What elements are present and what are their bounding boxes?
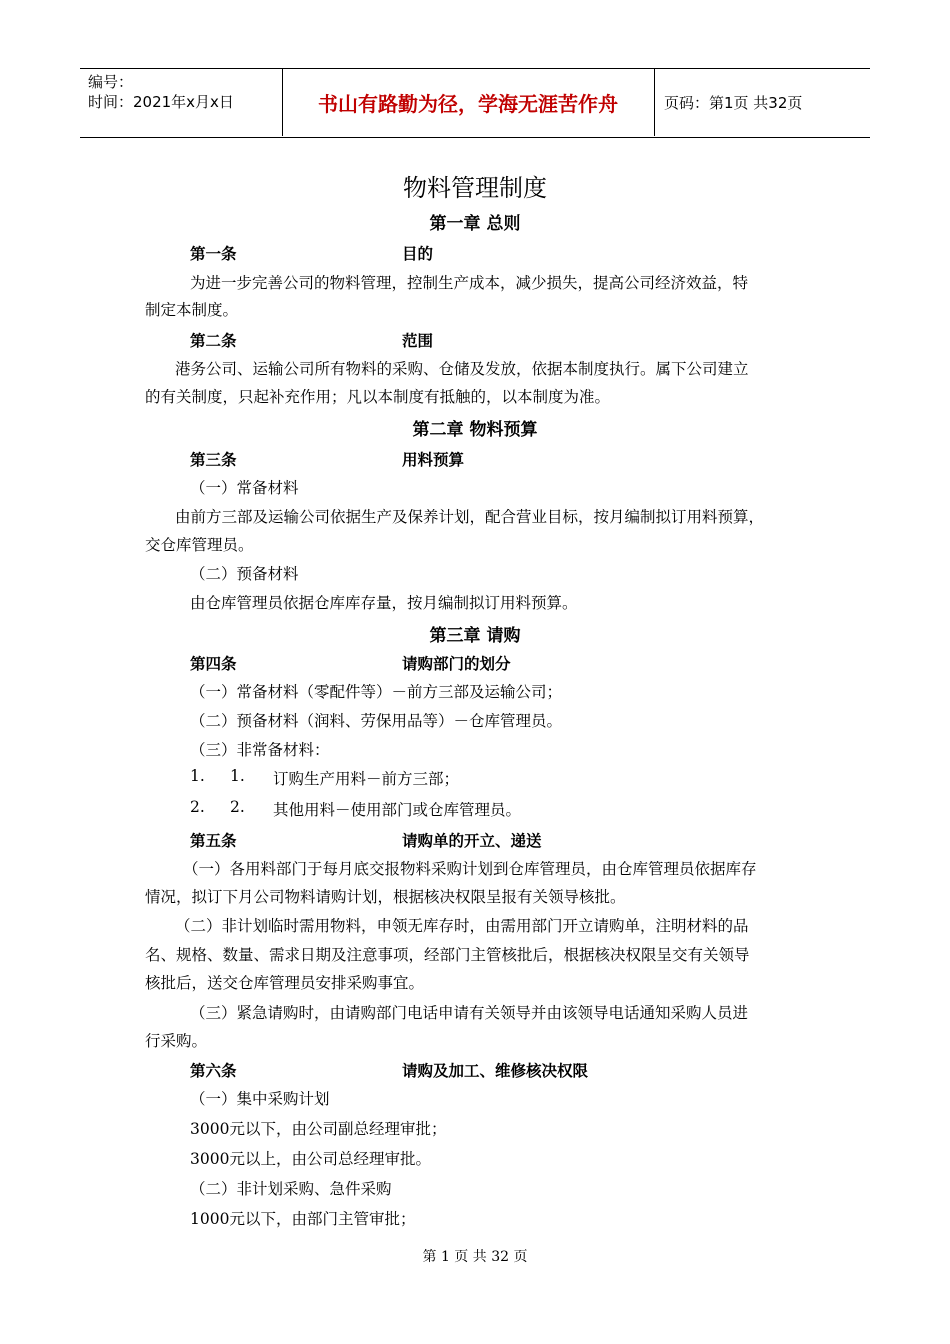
body-line: 港务公司、运输公司所有物料的采购、仓储及发放，依据本制度执行。属下公司建立	[175, 360, 749, 378]
chapter-heading: 第一章 总则	[429, 214, 521, 234]
body-line: 为进一步完善公司的物料管理，控制生产成本，减少损失，提高公司经济效益，特	[190, 274, 749, 292]
body-line: 情况，拟订下月公司物料请购计划，根据核决权限呈报有关领导核批。	[145, 888, 626, 906]
header-page-info: 页码：第1页 共32页	[664, 93, 803, 112]
article-number: 第五条	[190, 831, 237, 850]
page-footer: 第 1 页 共 32 页	[422, 1249, 528, 1265]
body-line: 核批后，送交仓库管理员安排采购事宜。	[145, 974, 425, 992]
body-line: （二）预备材料（润料、劳保用品等）－仓库管理员。	[190, 712, 563, 730]
header-divider	[654, 68, 655, 136]
body-line: （一）集中采购计划	[190, 1090, 330, 1108]
document-number-label: 编号：	[88, 73, 134, 91]
article-title: 目的	[402, 244, 434, 263]
body-line: （二）预备材料	[190, 565, 299, 583]
body-line: （二）非计划临时需用物料，申领无库存时，由需用部门开立请购单，注明材料的品	[175, 917, 749, 935]
body-line: 3000元以下，由公司副总经理审批；	[190, 1120, 447, 1138]
header-left-cell	[88, 72, 234, 112]
article-title: 用料预算	[402, 450, 465, 469]
article-title: 请购单的开立、递送	[402, 831, 542, 850]
body-line: 3000元以上，由公司总经理审批。	[190, 1150, 431, 1168]
body-line: 由前方三部及运输公司依据生产及保养计划，配合营业目标，按月编制拟订用料预算，	[175, 508, 765, 526]
body-line: 1000元以下，由部门主管审批；	[190, 1210, 416, 1228]
article-title: 请购部门的划分	[402, 654, 511, 673]
body-line: 名、规格、数量、需求日期及注意事项，经部门主管核批后，根据核决权限呈交有关领导	[145, 946, 750, 964]
chapter-heading: 第二章 物料预算	[412, 420, 538, 440]
body-line: 的有关制度，只起补充作用；凡以本制度有抵触的，以本制度为准。	[145, 388, 611, 406]
article-number: 第三条	[190, 450, 237, 469]
list-number: 2.	[190, 798, 205, 816]
list-number: 1.	[190, 767, 205, 785]
article-number: 第二条	[190, 331, 237, 350]
body-line: （一）常备材料	[190, 479, 299, 497]
body-line: （三）紧急请购时，由请购部门电话申请有关领导并由该领导电话通知采购人员进	[190, 1004, 749, 1022]
body-line: 行采购。	[145, 1032, 208, 1050]
article-title: 请购及加工、维修核决权限	[402, 1061, 589, 1080]
document-date: 时间：2021年x月x日	[88, 93, 234, 111]
list-number: 2.	[230, 798, 245, 816]
article-number: 第六条	[190, 1061, 237, 1080]
list-item: 其他用料－使用部门或仓库管理员。	[273, 801, 522, 819]
list-number: 1.	[230, 767, 245, 785]
article-title: 范围	[402, 331, 434, 350]
article-number: 第四条	[190, 654, 237, 673]
article-number: 第一条	[190, 244, 237, 263]
list-item: 订购生产用料－前方三部；	[273, 770, 460, 788]
body-line: 交仓库管理员。	[145, 536, 254, 554]
document-title: 物料管理制度	[403, 174, 547, 202]
body-line: （三）非常备材料：	[190, 741, 330, 759]
body-line: （二）非计划采购、急件采购	[190, 1180, 392, 1198]
chapter-heading: 第三章 请购	[429, 626, 521, 646]
header-motto: 书山有路勤为径，学海无涯苦作舟	[318, 91, 618, 116]
body-line: （一）各用料部门于每月底交报物料采购计划到仓库管理员，由仓库管理员依据库存	[183, 860, 757, 878]
body-line: 由仓库管理员依据仓库库存量，按月编制拟订用料预算。	[190, 594, 578, 612]
body-line: 制定本制度。	[145, 301, 239, 319]
body-line: （一）常备材料（零配件等）－前方三部及运输公司；	[190, 683, 563, 701]
